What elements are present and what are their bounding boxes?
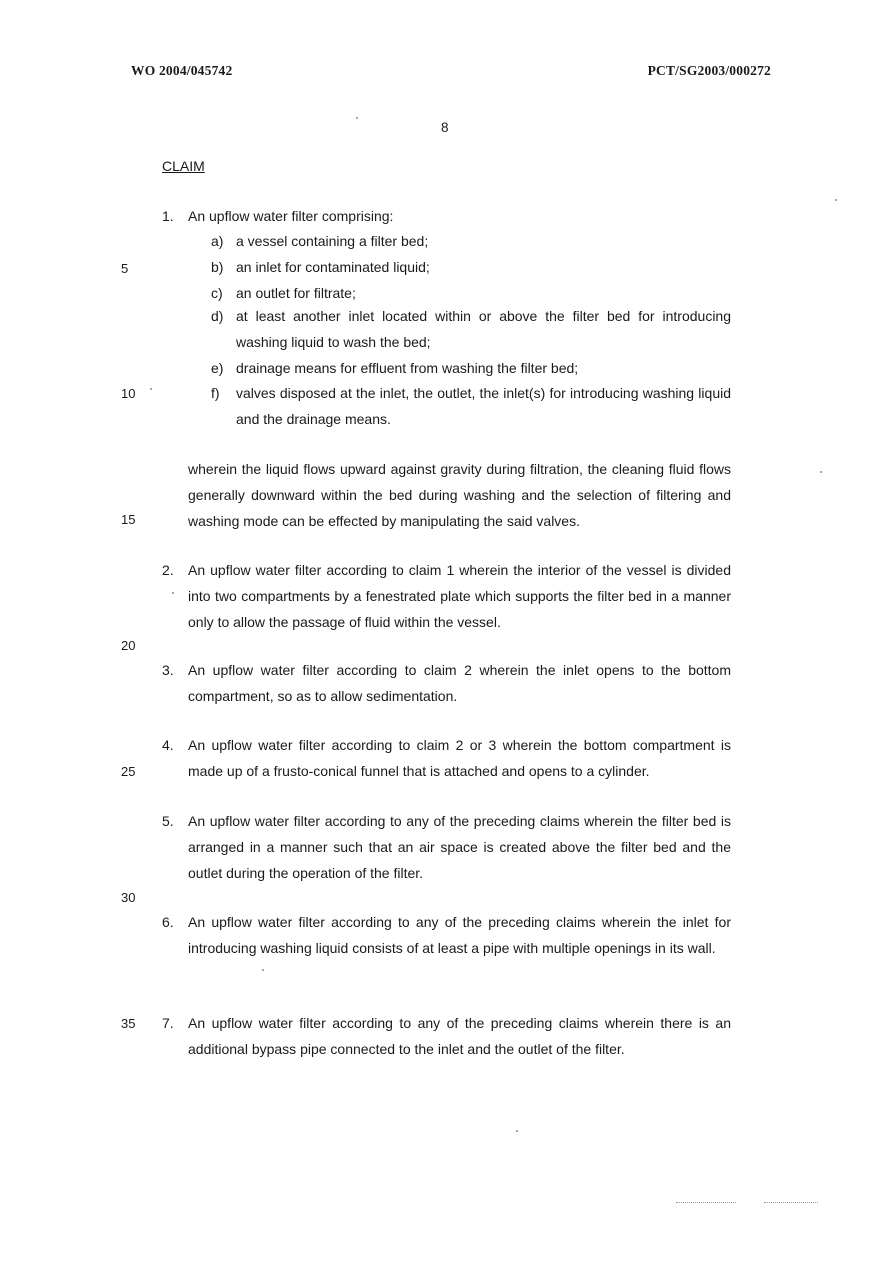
scan-speck <box>150 388 152 390</box>
item-label: a) <box>211 233 224 249</box>
line-number-20: 20 <box>121 638 136 653</box>
page-number: 8 <box>441 120 449 135</box>
item-text: an outlet for filtrate; <box>236 285 356 301</box>
scan-noise <box>764 1202 818 1204</box>
item-text: valves disposed at the inlet, the outlet, the inlet(s) for introducing washing liquid and the drainage means. <box>236 385 731 427</box>
claim-number: 7. <box>162 1015 174 1031</box>
scan-speck <box>516 1130 518 1132</box>
line-number-15: 15 <box>121 512 136 527</box>
scan-noise <box>676 1202 736 1204</box>
item-text: a vessel containing a filter bed; <box>236 233 429 249</box>
claim-number: 3. <box>162 662 174 678</box>
claim-closing: wherein the liquid flows upward against gravity during filtration, the cleaning fluid flows generally downward within the bed during washing and the selection of filtering and washing mode can be effected by manipulating the said valves. <box>188 461 731 529</box>
scan-speck <box>172 592 174 594</box>
application-number: PCT/SG2003/000272 <box>647 63 771 78</box>
claim-number: 2. <box>162 562 174 578</box>
scan-speck <box>835 199 837 201</box>
claim-number: 4. <box>162 737 174 753</box>
section-title: CLAIM <box>162 158 205 174</box>
line-number-5: 5 <box>121 261 129 276</box>
claim-text: An upflow water filter according to any of the preceding claims wherein the filter bed is arranged in a manner such that an air space is created above the filter bed and the outlet during the operation of the filter. <box>188 813 731 881</box>
item-label: d) <box>211 308 224 324</box>
scan-speck <box>262 969 264 971</box>
line-number-10: 10 <box>121 386 136 401</box>
scan-speck <box>356 117 358 119</box>
claim-text: An upflow water filter according to any of the preceding claims wherein the inlet for introducing washing liquid consists of at least a pipe with multiple openings in its wall. <box>188 914 731 956</box>
claim-number: 6. <box>162 914 174 930</box>
line-number-30: 30 <box>121 890 136 905</box>
item-text: at least another inlet located within or above the filter bed for introducing washing liquid to wash the bed; <box>236 308 731 350</box>
claim-intro: An upflow water filter comprising: <box>188 208 394 224</box>
publication-number: WO 2004/045742 <box>131 63 233 78</box>
claim-text: An upflow water filter according to claim 2 wherein the inlet opens to the bottom compartment, so as to allow sedimentation. <box>188 662 731 704</box>
claim-number: 5. <box>162 813 174 829</box>
item-text: drainage means for effluent from washing the filter bed; <box>236 360 579 376</box>
item-text: an inlet for contaminated liquid; <box>236 259 430 275</box>
item-label: e) <box>211 360 224 376</box>
line-number-25: 25 <box>121 764 136 779</box>
item-label: f) <box>211 385 220 401</box>
claim-number: 1. <box>162 208 174 224</box>
claim-text: An upflow water filter according to any of the preceding claims wherein there is an additional bypass pipe connected to the inlet and the outlet of the filter. <box>188 1015 731 1057</box>
claim-text: An upflow water filter according to claim 2 or 3 wherein the bottom compartment is made up of a frusto-conical funnel that is attached and opens to a cylinder. <box>188 737 731 779</box>
scan-speck <box>820 471 822 473</box>
claim-text: An upflow water filter according to claim 1 wherein the interior of the vessel is divided into two compartments by a fenestrated plate which supports the filter bed in a manner only to allow the passage of fluid within the vessel. <box>188 562 731 630</box>
item-label: c) <box>211 285 223 301</box>
line-number-35: 35 <box>121 1016 136 1031</box>
item-label: b) <box>211 259 224 275</box>
